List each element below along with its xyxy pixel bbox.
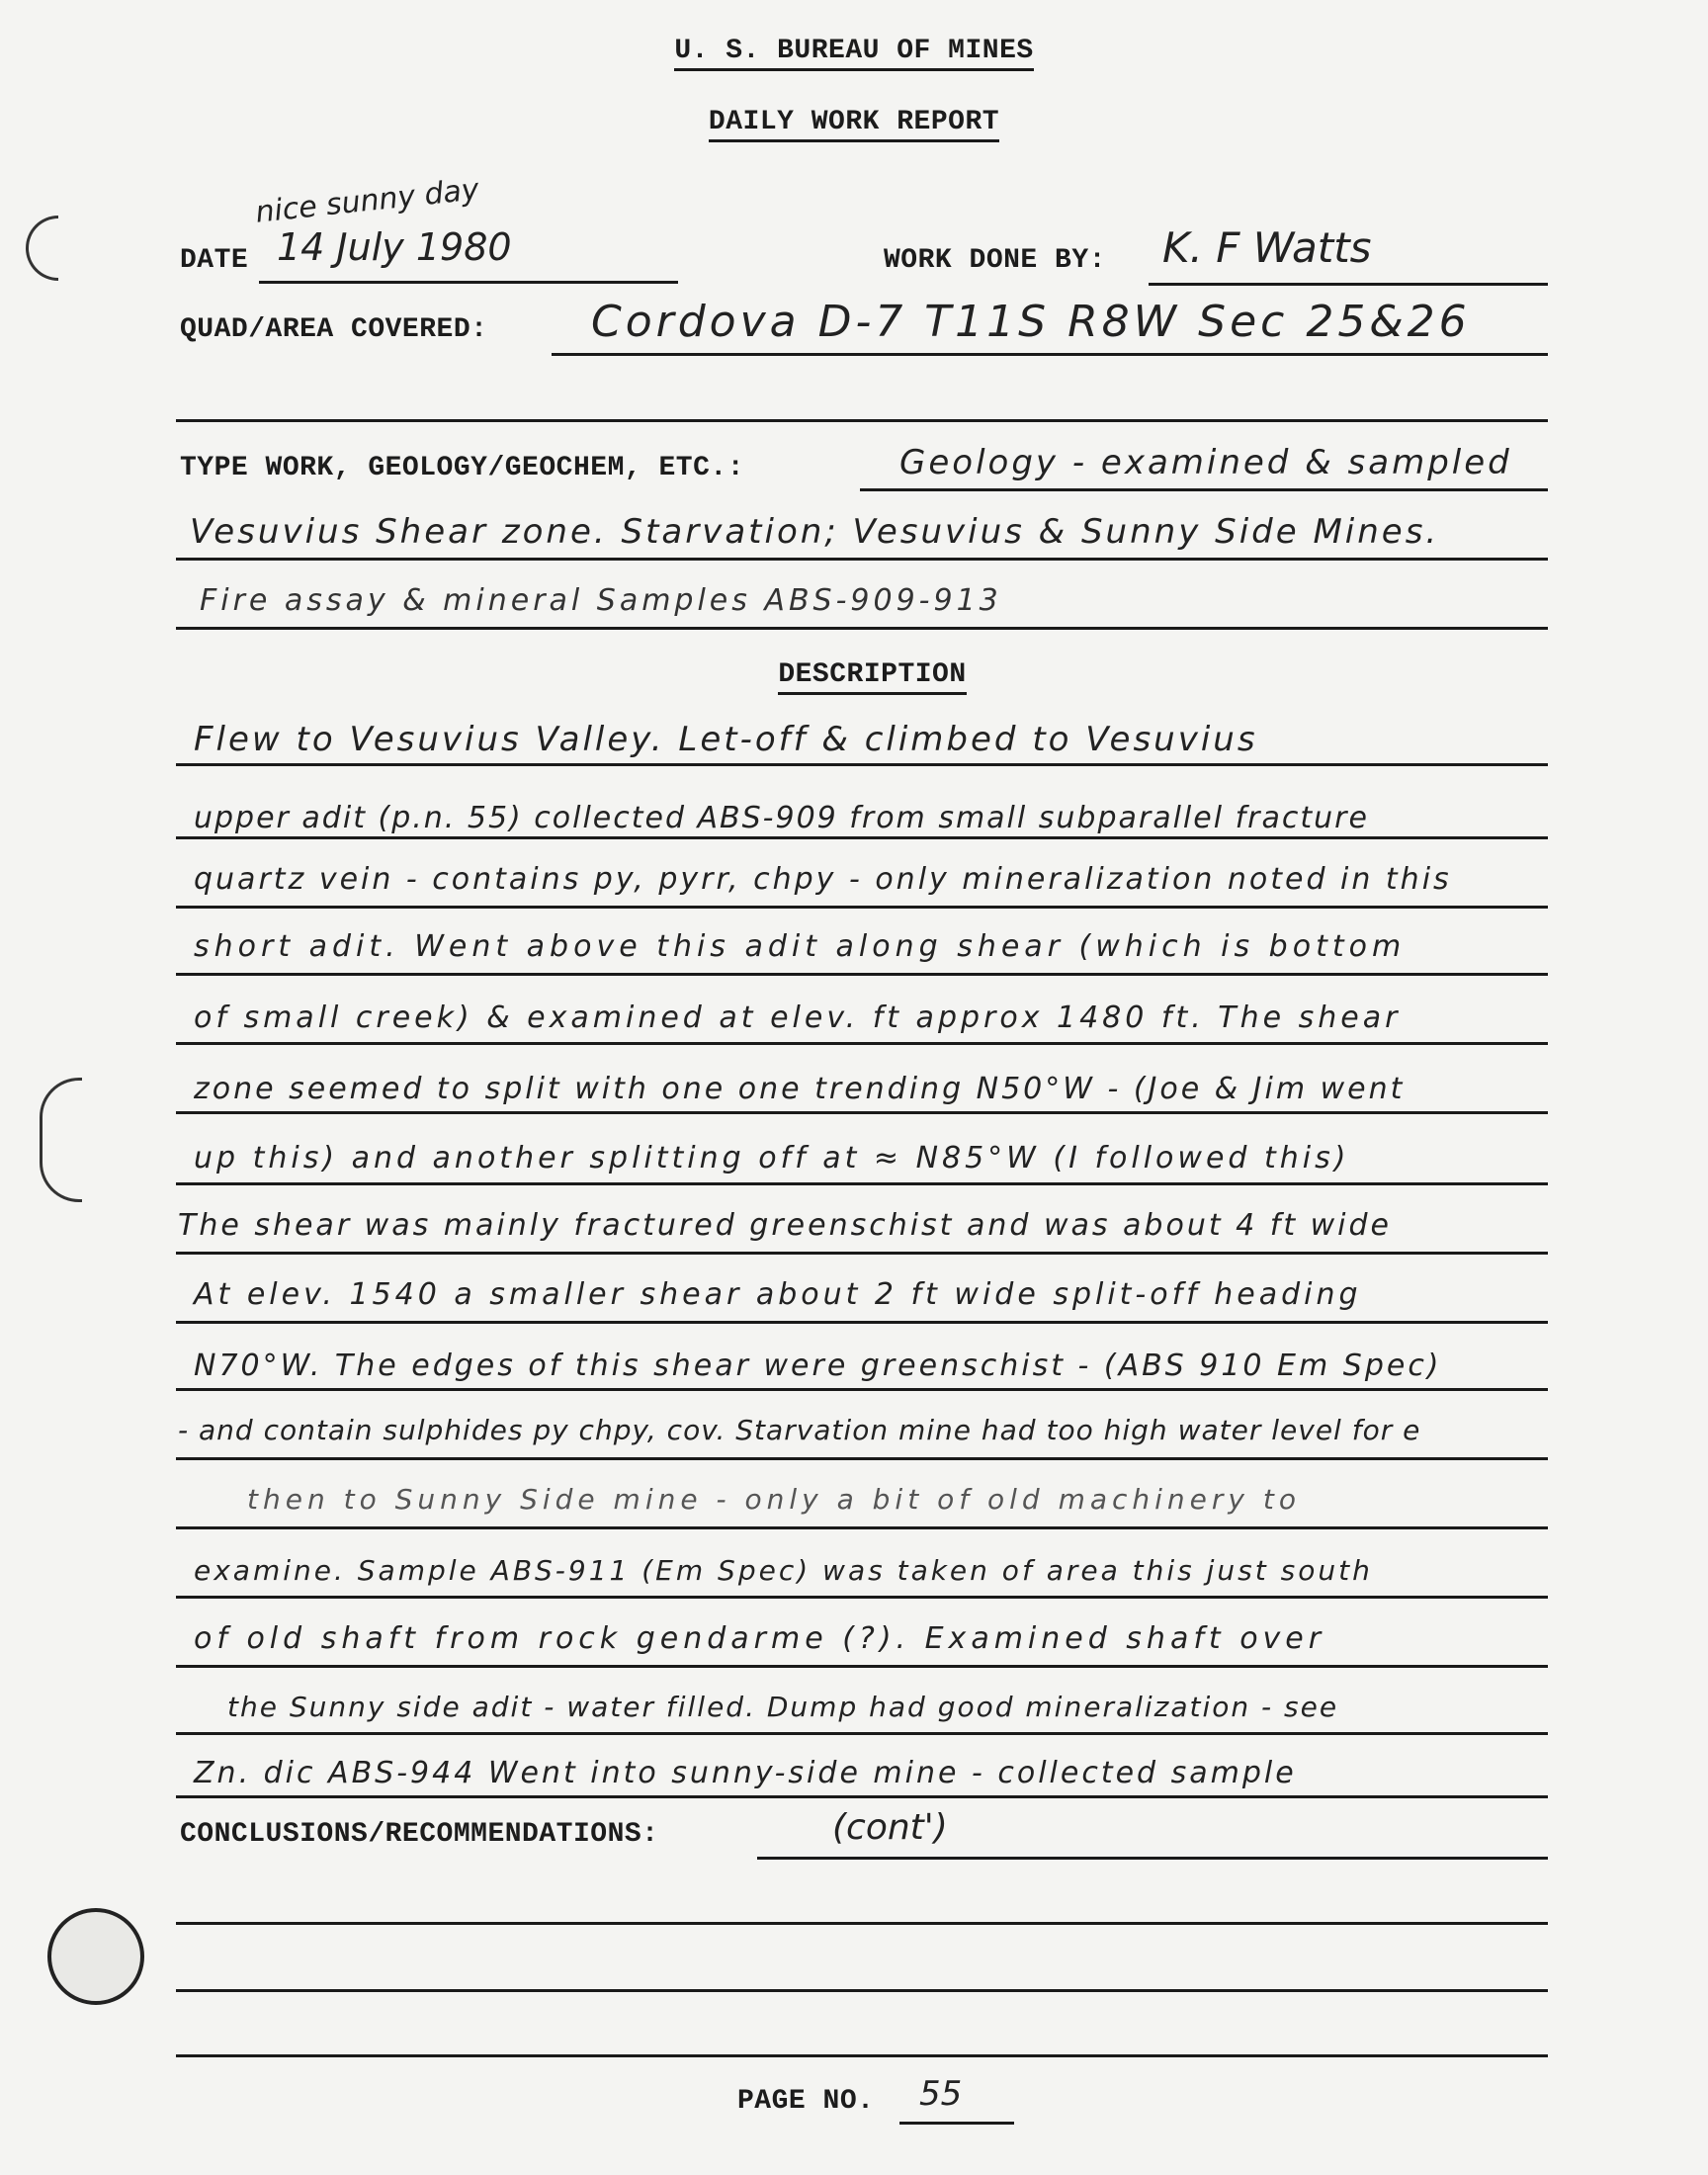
date-value: 14 July 1980 bbox=[277, 225, 512, 269]
type-work-line-2: Vesuvius Shear zone. Starvation; Vesuvius & Sunny Side Mines. bbox=[190, 512, 1440, 552]
conclusions-underline-1 bbox=[757, 1857, 1548, 1860]
conclusions-underline-4 bbox=[176, 2054, 1548, 2057]
page-no-label: PAGE NO. bbox=[737, 2086, 875, 2117]
description-line: At elev. 1540 a smaller shear about 2 ft wide split-off heading bbox=[194, 1277, 1362, 1312]
date-label: DATE bbox=[180, 245, 249, 276]
type-work-line-3: Fire assay & mineral Samples ABS-909-913 bbox=[200, 583, 1002, 618]
quad-area-value: Cordova D-7 T11S R8W Sec 25&26 bbox=[591, 297, 1471, 347]
weather-note: nice sunny day bbox=[253, 172, 481, 230]
page-no-underline bbox=[899, 2122, 1014, 2125]
page-no-value: 55 bbox=[919, 2074, 963, 2114]
description-rule bbox=[176, 973, 1548, 976]
quad-area-label: QUAD/AREA COVERED: bbox=[180, 314, 488, 345]
description-line: of small creek) & examined at elev. ft approx 1480 ft. The shear bbox=[194, 1000, 1402, 1035]
left-margin-bracket bbox=[40, 1078, 82, 1202]
description-line: examine. Sample ABS-911 (Em Spec) was taken of area this just south bbox=[194, 1554, 1373, 1587]
description-line: The shear was mainly fractured greenschist and was about 4 ft wide bbox=[178, 1208, 1392, 1243]
work-done-by-value: K. F Watts bbox=[1162, 223, 1372, 272]
description-rule bbox=[176, 906, 1548, 909]
description-line: then to Sunny Side mine - only a bit of old machinery to bbox=[247, 1483, 1301, 1516]
description-rule bbox=[176, 1665, 1548, 1668]
description-line: up this) and another splitting off at ≈ N85°W (I followed this) bbox=[194, 1141, 1350, 1175]
description-rule bbox=[176, 1596, 1548, 1599]
description-heading: DESCRIPTION bbox=[0, 659, 1708, 690]
description-rule bbox=[176, 836, 1548, 839]
type-work-underline-1 bbox=[860, 488, 1548, 491]
description-line: short adit. Went above this adit along shear (which is bottom bbox=[194, 929, 1407, 964]
left-margin-mark-top bbox=[26, 216, 58, 281]
description-line: the Sunny side adit - water filled. Dump had good mineralization - see bbox=[227, 1691, 1339, 1723]
agency-title: U. S. BUREAU OF MINES bbox=[0, 36, 1708, 66]
punch-hole bbox=[47, 1908, 144, 2005]
date-underline bbox=[259, 281, 678, 284]
description-rule bbox=[176, 1111, 1548, 1114]
description-rule bbox=[176, 1388, 1548, 1391]
type-work-line-1: Geology - examined & sampled bbox=[899, 443, 1512, 482]
description-line: zone seemed to split with one one trending N50°W - (Joe & Jim went bbox=[194, 1072, 1406, 1106]
type-work-label: TYPE WORK, GEOLOGY/GEOCHEM, ETC.: bbox=[180, 453, 744, 483]
description-line: N70°W. The edges of this shear were greenschist - (ABS 910 Em Spec) bbox=[194, 1348, 1442, 1383]
description-rule bbox=[176, 1526, 1548, 1529]
work-done-by-label: WORK DONE BY: bbox=[884, 245, 1106, 276]
description-line: of old shaft from rock gendarme (?). Examined shaft over bbox=[194, 1621, 1326, 1656]
description-rule bbox=[176, 1321, 1548, 1324]
description-rule bbox=[176, 1182, 1548, 1185]
description-rule bbox=[176, 763, 1548, 766]
description-line: quartz vein - contains py, pyrr, chpy - only mineralization noted in this bbox=[194, 862, 1452, 897]
quad-area-underline bbox=[552, 353, 1548, 356]
work-done-by-underline bbox=[1149, 283, 1548, 286]
description-rule bbox=[176, 1795, 1548, 1798]
conclusions-label: CONCLUSIONS/RECOMMENDATIONS: bbox=[180, 1819, 659, 1850]
quad-area-underline-2 bbox=[176, 419, 1548, 422]
conclusions-underline-2 bbox=[176, 1922, 1548, 1925]
description-line: Flew to Vesuvius Valley. Let-off & climbed to Vesuvius bbox=[194, 720, 1258, 759]
type-work-underline-3 bbox=[176, 627, 1548, 630]
report-title: DAILY WORK REPORT bbox=[0, 107, 1708, 137]
description-line: Zn. dic ABS-944 Went into sunny-side mine - collected sample bbox=[194, 1756, 1297, 1790]
description-rule bbox=[176, 1732, 1548, 1735]
description-rule bbox=[176, 1042, 1548, 1045]
conclusions-value: (cont') bbox=[832, 1807, 948, 1848]
description-line: - and contain sulphides py chpy, cov. Starvation mine had too high water level for e bbox=[178, 1414, 1421, 1446]
description-rule bbox=[176, 1252, 1548, 1255]
description-line: upper adit (p.n. 55) collected ABS-909 from small subparallel fracture bbox=[194, 801, 1369, 835]
conclusions-underline-3 bbox=[176, 1989, 1548, 1992]
type-work-underline-2 bbox=[176, 558, 1548, 561]
description-rule bbox=[176, 1457, 1548, 1460]
